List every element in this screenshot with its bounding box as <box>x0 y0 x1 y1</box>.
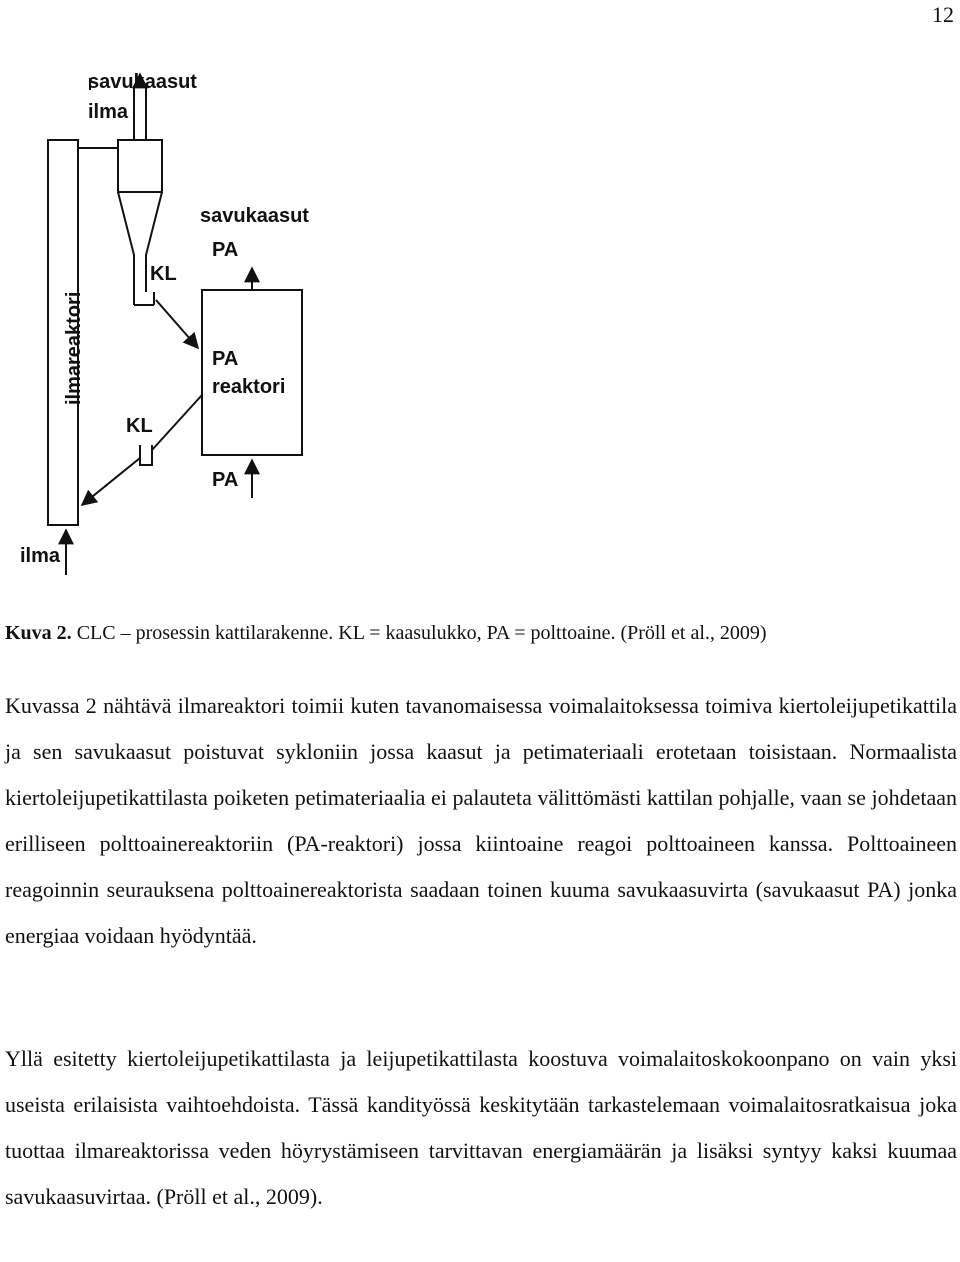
fuel-reactor-return-line <box>152 395 202 450</box>
label-fuel-flue-gas-pa: PA <box>212 239 239 261</box>
label-bottom-air: ilma <box>20 545 61 567</box>
label-top-air: ilma <box>88 101 129 123</box>
label-fuel-reactor: reaktori <box>212 376 286 398</box>
paragraph-1: Kuvassa 2 nähtävä ilmareaktori toimii kuten tavanomaisessa voimalaitoksessa toimiva kiertoleijupetikattila ja sen savukaasut poistuvat sykloniin jossa kaasut ja petimateriaali erotetaan toisistaan. Normaalista kiertoleijupetikattilasta poiketen petimateriaalia ei palauteta välittömästi kattilan pohjalle, vaan se johdetaan erilliseen polttoainereaktoriin (PA-reaktori) jossa kiintoaine reagoi polttoaineen kanssa. Polttoaineen reagoinnin seurauksena polttoainereaktorista saadaan toinen kuuma savukaasuvirta (savukaasut PA) jonka energiaa voidaan hyödyntää. <box>5 693 957 948</box>
diagram-svg <box>0 0 400 600</box>
cyclone-body <box>118 140 162 192</box>
label-fuel-input: PA <box>212 469 239 491</box>
caption-lead: Kuva 2. <box>5 622 72 644</box>
solids-to-fuel-reactor-arrow <box>156 300 198 348</box>
paragraph-2: Yllä esitetty kiertoleijupetikattilasta ja leijupetikattilasta koostuva voimalaitoskokoonpano on vain yksi useista erilaisista vaihtoehdoista. Tässä kandityössä keskitytään tarkastelemaan voimalaitosratkaisua joka tuottaa ilmareaktorissa veden höyrystämiseen tarvittavan energiamäärän ja lisäksi syntyy kaksi kuumaa savukaasuvirtaa. (Pröll et al., 2009). <box>5 1046 957 1209</box>
loop-seal-bottom <box>140 445 152 465</box>
label-fuel-flue-gas: savukaasut <box>200 205 309 227</box>
caption-text: CLC – prosessin kattilarakenne. KL = kaasulukko, PA = polttoaine. (Pröll et al., 2009) <box>71 622 767 644</box>
label-top-flue-gas: savukaasut <box>88 71 197 93</box>
return-to-air-reactor-arrow <box>82 458 140 505</box>
label-fuel-reactor-pa: PA <box>212 348 239 370</box>
cyclone-cone-left <box>118 192 134 305</box>
figure-caption <box>5 622 955 645</box>
fuel-reactor-box <box>202 290 302 455</box>
page-number: 12 <box>932 2 954 27</box>
label-air-reactor: ilmareaktori <box>63 291 85 405</box>
label-loop-seal-top: KL <box>150 263 177 285</box>
label-loop-seal-bottom: KL <box>126 415 153 437</box>
clc-boiler-diagram <box>0 0 400 600</box>
